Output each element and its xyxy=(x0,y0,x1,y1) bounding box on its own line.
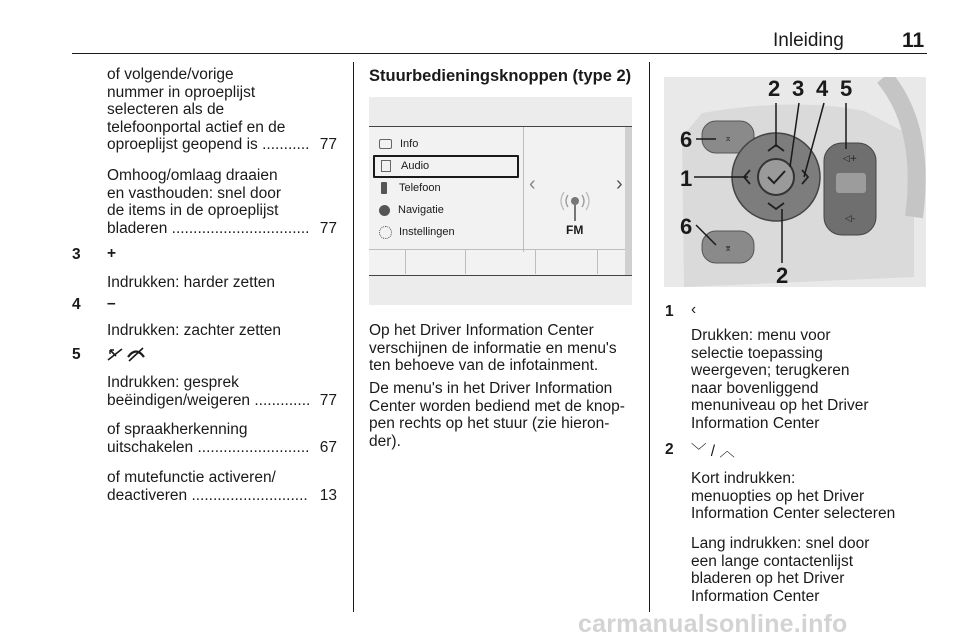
bottom-bar-sep xyxy=(535,250,536,274)
text-line: beëindigen/weigeren ............. xyxy=(107,391,311,409)
radio-antenna-icon xyxy=(557,187,593,223)
text-line: naar bovenliggend xyxy=(691,379,819,397)
text-line: of mutefunctie activeren/ xyxy=(107,469,276,486)
text-line: Indrukken: gesprek xyxy=(107,374,239,391)
menu-item-label: Telefoon xyxy=(399,182,441,194)
page-reference: 77 xyxy=(319,391,337,409)
text-line: telefoonportal actief en de xyxy=(107,118,286,136)
text-line: selectie toepassing xyxy=(691,344,823,362)
info-icon xyxy=(379,139,392,149)
text-line: bladeren op het Driver xyxy=(691,570,845,588)
gear-icon xyxy=(379,226,392,239)
item-number: 1 xyxy=(665,303,674,320)
page-reference: 77 xyxy=(319,136,337,154)
text-line: en vasthouden: snel door xyxy=(107,184,282,202)
text-line-with-page xyxy=(107,392,337,410)
text-line: deactiveren ........................... xyxy=(107,486,308,504)
item-number: 3 xyxy=(72,246,81,263)
text-line-with-page xyxy=(107,439,337,457)
paragraph-dic-controls xyxy=(369,380,639,450)
screen-menu xyxy=(379,133,455,243)
item-number: 2 xyxy=(665,441,674,458)
header-rule xyxy=(72,53,927,54)
paragraph-dic-info xyxy=(369,322,639,375)
section-heading: Stuurbedieningsknoppen (type 2) xyxy=(369,67,632,85)
item4-text: Indrukken: zachter zetten xyxy=(107,322,282,339)
paragraph-item2-long xyxy=(691,535,926,605)
header-title: Inleiding xyxy=(773,30,844,51)
text-line: Drukken: menu voor xyxy=(691,327,831,344)
selection-frame xyxy=(373,155,519,178)
menu-item-settings[interactable] xyxy=(379,221,455,243)
globe-icon xyxy=(379,205,390,216)
text-line: Lang indrukken: snel door xyxy=(691,535,870,552)
svg-text:◁+: ◁+ xyxy=(842,154,858,164)
text-line: Center worden bediend met de knop- xyxy=(369,397,625,415)
chevron-left-icon[interactable]: ‹ xyxy=(529,173,536,195)
minus-symbol: – xyxy=(107,295,116,312)
menu-item-label: Navigatie xyxy=(398,204,444,216)
menu-item-audio[interactable] xyxy=(379,155,455,177)
steering-wheel-figure xyxy=(664,77,926,287)
paragraph-item1 xyxy=(691,327,921,433)
callout-label: 3 xyxy=(792,77,805,101)
text-line: bladeren ................................ xyxy=(107,219,310,237)
menu-item-info[interactable] xyxy=(379,133,455,155)
text-line: De menu's in het Driver Information xyxy=(369,380,613,397)
page-reference: 77 xyxy=(319,219,337,237)
phone-icon xyxy=(381,182,387,194)
bottom-bar-divider xyxy=(369,249,625,250)
text-line: weergeven; terugkeren xyxy=(691,362,850,380)
mute-hangup-icon-svg xyxy=(106,346,148,362)
watermark: carmanualsonline.info xyxy=(578,610,848,638)
text-line: nummer in oproeplijst xyxy=(107,83,256,101)
paragraph-voice-off xyxy=(107,421,337,456)
panel-divider xyxy=(523,127,524,252)
menu-item-phone[interactable] xyxy=(379,177,455,199)
text-line: oproeplijst geopend is ........... xyxy=(107,136,310,154)
callout-label: 6 xyxy=(680,127,693,152)
text-line: ten behoeve van de infotainment. xyxy=(369,357,599,375)
paragraph-mute xyxy=(107,469,337,504)
text-line-with-page xyxy=(107,487,337,505)
item3-text: Indrukken: harder zetten xyxy=(107,274,276,291)
bottom-bar-sep xyxy=(465,250,466,274)
column-divider-right xyxy=(649,62,650,612)
paragraph-scroll xyxy=(107,167,337,237)
callout-label: 2 xyxy=(768,77,781,101)
callout-label: 6 xyxy=(680,214,693,239)
paragraph-call-list xyxy=(107,66,337,154)
chevron-down-up-icon: ﹀ / ︿ xyxy=(691,443,735,460)
steering-wheel-controls-svg xyxy=(664,77,926,287)
text-line: een lange contactenlijst xyxy=(691,552,854,570)
bottom-bar-sep xyxy=(405,250,406,274)
page-number: 11 xyxy=(902,29,925,52)
text-line: uitschakelen .......................... xyxy=(107,438,310,456)
source-label: FM xyxy=(566,223,584,237)
text-line: of volgende/vorige xyxy=(107,66,234,83)
text-line: de items in de oproeplijst xyxy=(107,202,279,220)
text-line: der). xyxy=(369,432,401,450)
svg-text:⌅: ⌅ xyxy=(724,134,732,144)
menu-item-label: Info xyxy=(400,138,419,150)
text-line: of spraakherkenning xyxy=(107,421,248,438)
text-line: Information Center xyxy=(691,414,820,432)
menu-item-label: Instellingen xyxy=(399,226,455,238)
text-line: menuniveau op het Driver xyxy=(691,397,869,415)
text-line: pen rechts op het stuur (zie hieron- xyxy=(369,415,610,433)
page-reference: 13 xyxy=(319,486,337,504)
column-divider-left xyxy=(353,62,354,612)
text-line: Kort indrukken: xyxy=(691,470,796,487)
callout-label: 2 xyxy=(776,263,789,287)
bottom-bar-sep xyxy=(597,250,598,274)
display-screen xyxy=(369,126,632,276)
plus-symbol: + xyxy=(107,245,117,262)
text-line: Omhoog/omlaag draaien xyxy=(107,167,278,184)
chevron-right-icon[interactable]: › xyxy=(616,173,623,195)
text-line: Information Center xyxy=(691,587,820,605)
svg-text:⌆: ⌆ xyxy=(724,244,732,254)
chevron-left-icon: ‹ xyxy=(691,301,697,318)
text-line: menuopties op het Driver xyxy=(691,487,865,505)
text-line-with-page xyxy=(107,136,337,154)
paragraph-item2-short xyxy=(691,470,926,523)
page-reference: 67 xyxy=(319,438,337,456)
text-line: verschijnen de informatie en menu's xyxy=(369,339,617,357)
item-number: 4 xyxy=(72,296,81,313)
callout-label: 5 xyxy=(840,77,853,101)
menu-item-label: Audio xyxy=(401,160,430,172)
text-line-with-page xyxy=(107,220,337,238)
text-line: Op het Driver Information Center xyxy=(369,322,594,339)
svg-text:◁-: ◁- xyxy=(844,214,856,224)
item-number: 5 xyxy=(72,346,81,363)
mute-hangup-icon xyxy=(106,346,148,367)
text-line: selecteren als de xyxy=(107,101,225,119)
display-figure xyxy=(369,97,632,305)
paragraph-end-call xyxy=(107,374,337,409)
callout-label: 1 xyxy=(680,166,693,191)
callout-label: 4 xyxy=(816,77,829,101)
text-line: Information Center selecteren xyxy=(691,505,896,523)
menu-item-navigation[interactable] xyxy=(379,199,455,221)
screen-bezel xyxy=(625,127,632,275)
